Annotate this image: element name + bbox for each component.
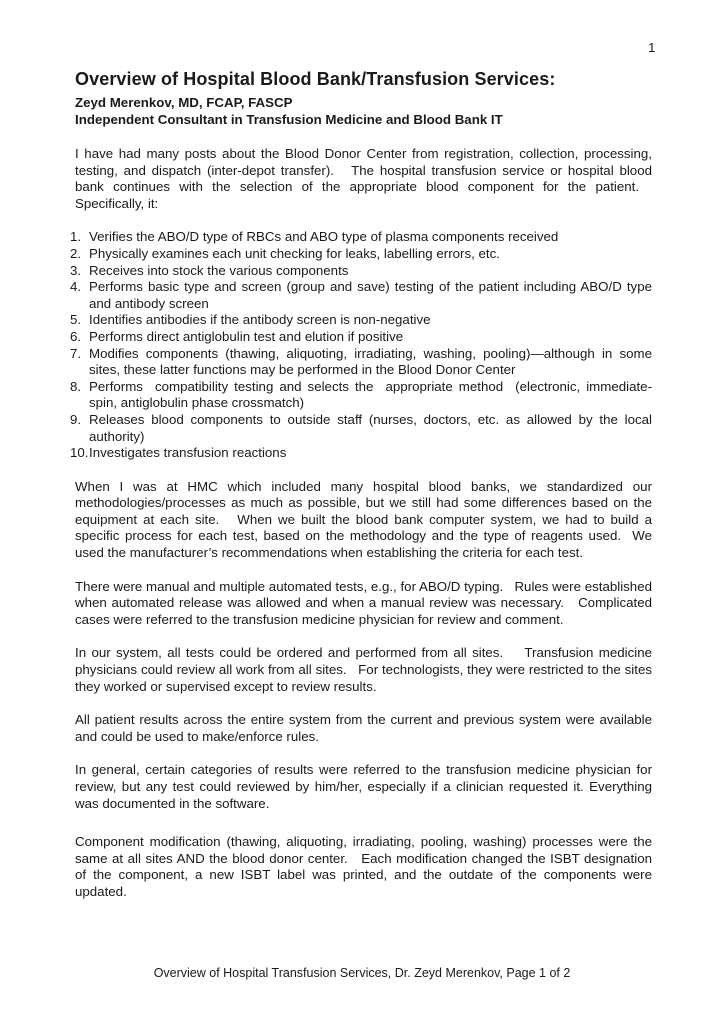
list-item-text: Modifies components (thawing, aliquoting, irradiating, washing, pooling)—although in some sites, these latter functions may be performed in the Blood Donor Center: [89, 345, 652, 378]
list-item-number: 2.: [70, 245, 82, 261]
list-item-text: Physically examines each unit checking for leaks, labelling errors, etc.: [89, 245, 500, 261]
list-item: [70, 329, 652, 346]
intro-paragraph: I have had many posts about the Blood Donor Center from registration, collection, processing, testing, and dispatch (inter-depot transfer). The hospital transfusion service or hospital blood bank continues with the selection of the appropriate blood component for the patient. Specifically, it:: [75, 146, 652, 211]
list-item-number: 1.: [70, 229, 82, 245]
list-item: [70, 445, 652, 462]
list-item-number: 9.: [70, 411, 82, 427]
body-paragraph: All patient results across the entire system from the current and previous system were available and could be used to make/enforce rules.: [75, 712, 652, 744]
list-item-text: Performs direct antiglobulin test and elution if positive: [89, 328, 404, 344]
list-item-text: Receives into stock the various components: [89, 262, 349, 278]
list-item-number: 8.: [70, 378, 82, 394]
list-item-number: 4.: [70, 279, 82, 295]
body-paragraph: In our system, all tests could be ordered and performed from all sites. Transfusion medicine physicians could review all work from all sites. For technologists, they were restricted to the sites they worked or supervised except to review results.: [75, 645, 652, 694]
list-item: [70, 263, 652, 280]
list-item-number: 6.: [70, 328, 82, 344]
list-item: [70, 279, 652, 312]
list-item-number: 5.: [70, 312, 82, 328]
list-item: [70, 229, 652, 246]
list-item: [70, 312, 652, 329]
list-item-text: Investigates transfusion reactions: [89, 445, 287, 461]
list-item-text: Performs basic type and screen (group and save) testing of the patient including ABO/D type and antibody screen: [89, 279, 652, 311]
list-item-text: Identifies antibodies if the antibody screen is non-negative: [89, 312, 431, 328]
list-item-number: 7.: [70, 345, 82, 361]
list-item: [70, 379, 652, 412]
page-number: 1: [648, 40, 656, 55]
list-item-text: Performs compatibility testing and selects the appropriate method (electronic, immediate-spin, antiglobulin phase crossmatch): [89, 378, 652, 411]
list-item-number: 3.: [70, 262, 82, 278]
author-line: Zeyd Merenkov, MD, FCAP, FASCP: [75, 95, 293, 110]
author-role-line: Independent Consultant in Transfusion Medicine and Blood Bank IT: [75, 112, 503, 127]
body-paragraph: In general, certain categories of results were referred to the transfusion medicine physician for review, but any test could reviewed by him/her, especially if a clinician requested it. Everything was documented in the software.: [75, 762, 652, 811]
list-item: [70, 412, 652, 445]
document-content: [70, 69, 652, 901]
list-item: [70, 346, 652, 379]
document-title: Overview of Hospital Blood Bank/Transfusion Services:: [75, 69, 556, 89]
list-item: [70, 246, 652, 263]
list-item-text: Releases blood components to outside staff (nurses, doctors, etc. as allowed by the local authority): [89, 411, 652, 444]
list-item-text: Verifies the ABO/D type of RBCs and ABO type of plasma components received: [89, 229, 559, 245]
duties-list: [70, 229, 652, 461]
body-paragraph: When I was at HMC which included many hospital blood banks, we standardized our methodologies/processes as much as possible, but we still had some differences based on the equipment at each site. When we built the blood bank computer system, we had to build a specific process for each test, based on the methodology and the type of reagents used. We used the manufacturer’s recommendations when establishing the criteria for each test.: [75, 478, 652, 561]
list-item-number: 10.: [70, 445, 89, 461]
body-paragraph: Component modification (thawing, aliquoting, irradiating, pooling, washing) processes were the same at all sites AND the blood donor center. Each modification changed the ISBT designation of the component, a new ISBT label was printed, and the outdate of the components were updated.: [75, 834, 652, 899]
page-footer: Overview of Hospital Transfusion Services, Dr. Zeyd Merenkov, Page 1 of 2: [153, 966, 571, 980]
body-paragraph: There were manual and multiple automated tests, e.g., for ABO/D typing. Rules were established when automated release was allowed and when a manual review was necessary. Complicated cases were referred to the transfusion medicine physician for review and comment.: [75, 578, 652, 627]
